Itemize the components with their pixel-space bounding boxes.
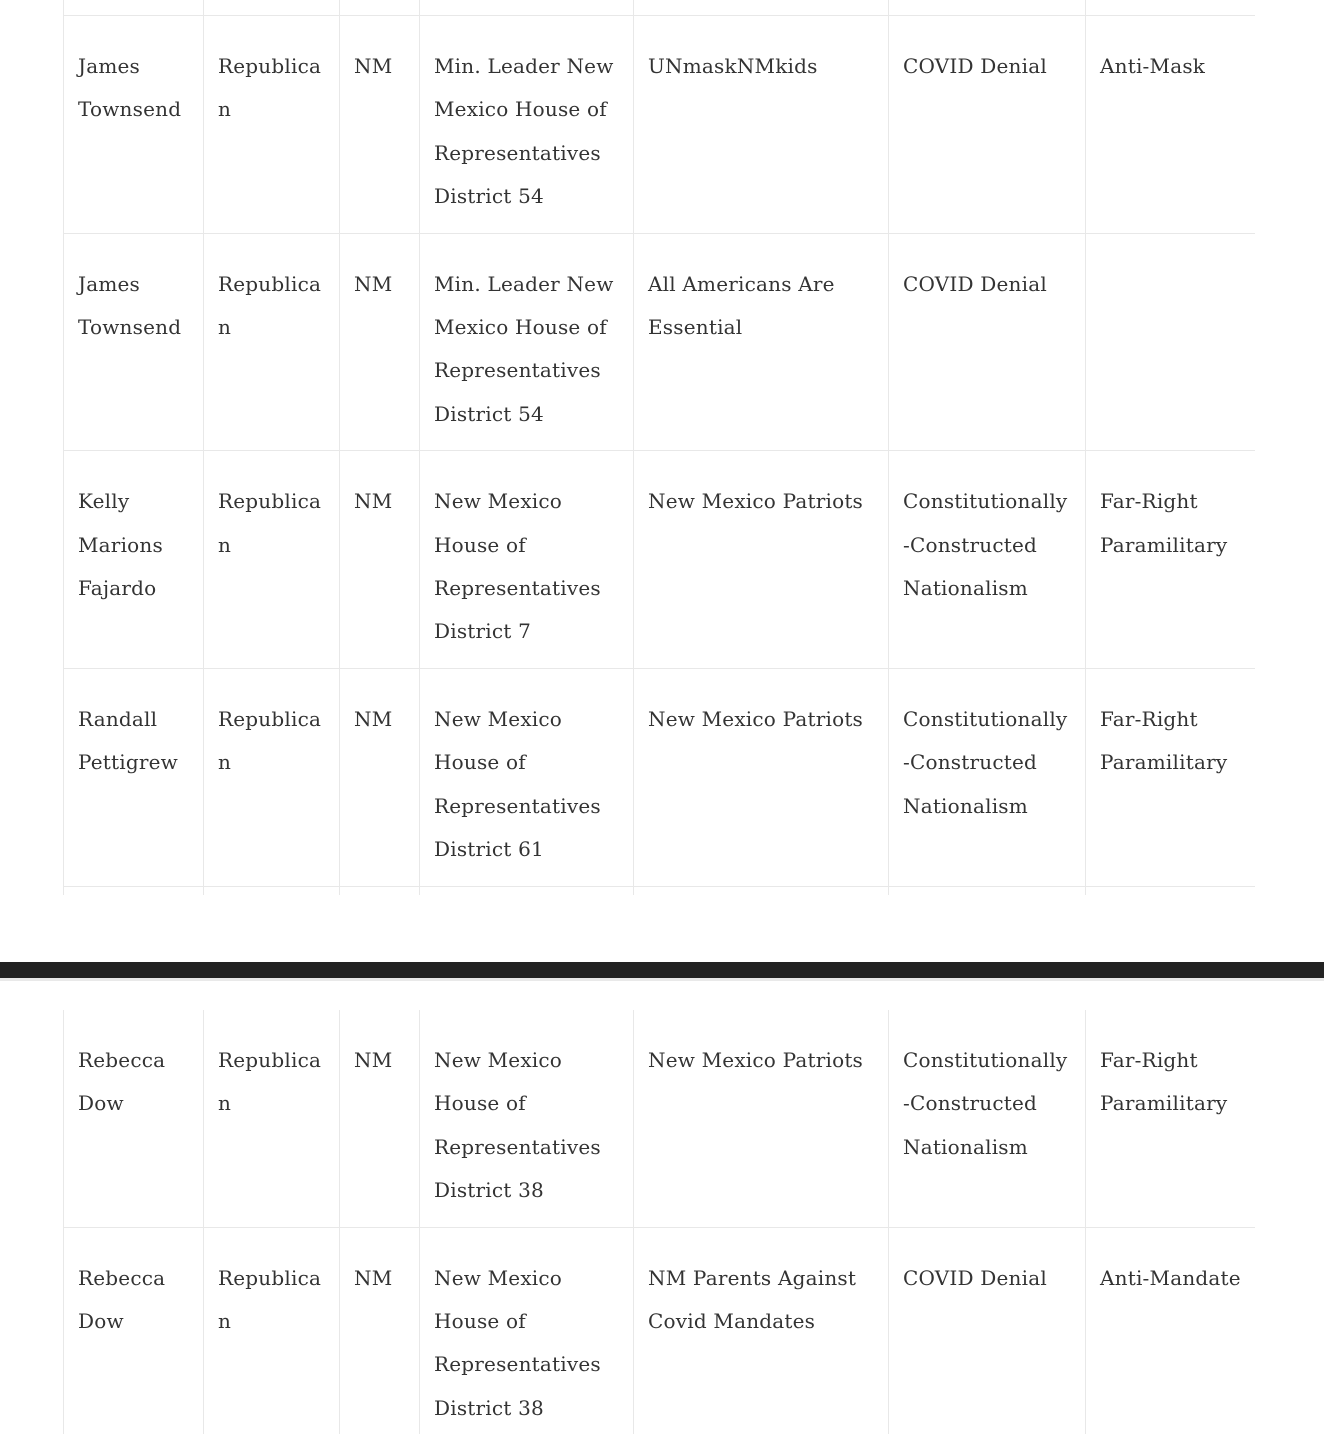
cell-name: Rebecca Dow [64,1010,204,1227]
cell-office: Min. Leader New Mexico House of Representatives District 54 [420,233,634,451]
separator-line [0,978,1324,981]
table-bottom [63,1010,1255,1434]
cell-office: New Mexico House of Representatives District 38 [420,1010,634,1227]
cell-category: Far-Right Paramilitary [1086,451,1256,669]
cell-category: Anti-Mandate [1086,1227,1256,1434]
cell-office: New Mexico House of Representatives District 38 [420,1227,634,1434]
cell-name: Randall Pettigrew [64,668,204,886]
cell-state: NM [340,1010,420,1227]
cell-group: New Mexico Patriots [634,1010,889,1227]
cell-ideology: COVID Denial [889,233,1086,451]
cell-party: Republican [204,451,340,669]
cell-ideology: Constitutionally-Constructed Nationalism [889,1010,1086,1227]
table-row [64,1227,1256,1434]
table-row [64,886,1256,895]
cell-party: Republican [204,668,340,886]
table-row [64,451,1256,669]
cell-state: NM [340,668,420,886]
cell-name: James Townsend [64,233,204,451]
cell-ideology: Constitutionally-Constructed Nationalism [889,668,1086,886]
cell-party: Republican [204,1010,340,1227]
cell-name: Kelly Marions Fajardo [64,451,204,669]
cell-ideology [889,886,1086,895]
cell-ideology: COVID Denial [889,1227,1086,1434]
cell-office: New Mexico House of Representatives District 61 [420,668,634,886]
cell-state: NM [340,451,420,669]
data-table [63,0,1255,895]
cell-group: All Americans Are Essential [634,233,889,451]
cell-name: James Townsend [64,16,204,234]
cell-ideology: COVID Denial [889,16,1086,234]
cell-state: NM [340,16,420,234]
cell-group: New Mexico Patriots [634,668,889,886]
table-row [64,668,1256,886]
cell-party: Republican [204,1227,340,1434]
page-separator [0,962,1324,978]
cell-office: Min. Leader New Mexico House of Representatives District 54 [420,16,634,234]
cell-group [634,886,889,895]
cell-state: NM [340,1227,420,1434]
cell-group: NM Parents Against Covid Mandates [634,1227,889,1434]
cell-party: Republican [204,16,340,234]
cell-party [204,886,340,895]
cell-ideology: Constitutionally-Constructed Nationalism [889,451,1086,669]
cell-group: UNmaskNMkids [634,16,889,234]
cell-category [1086,886,1256,895]
cell-state: NM [340,233,420,451]
cell-office: New Mexico House of Representatives District 7 [420,451,634,669]
table-row [64,1010,1256,1227]
cell-category: Far-Right Paramilitary [1086,668,1256,886]
table-row [64,233,1256,451]
cell-name [64,886,204,895]
table-top [63,0,1255,895]
cell-category [1086,233,1256,451]
cell-name: Rebecca Dow [64,1227,204,1434]
cell-category: Far-Right Paramilitary [1086,1010,1256,1227]
cell-party: Republican [204,233,340,451]
cell-office [420,886,634,895]
table-row-partial [64,0,1256,16]
cell-category: Anti-Mask [1086,16,1256,234]
table-row [64,16,1256,234]
cell-group: New Mexico Patriots [634,451,889,669]
data-table [63,1010,1255,1434]
cell-state [340,886,420,895]
